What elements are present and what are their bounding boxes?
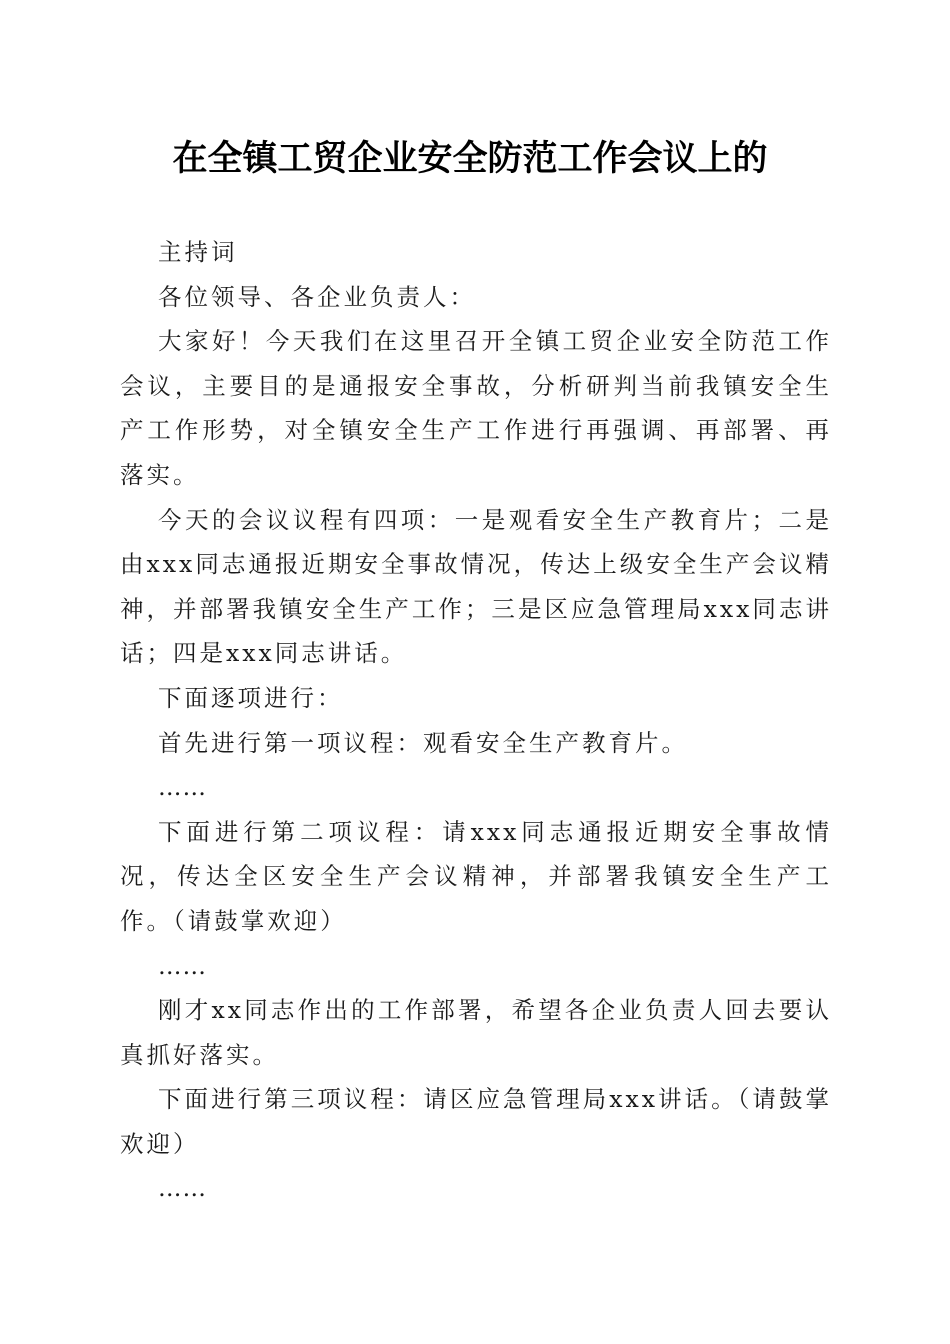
paragraph-salutation: 各位领导、各企业负责人：: [158, 282, 476, 311]
paragraph-summary: 刚才xx同志作出的工作部署，希望各企业负责人回去要认真抓好落实。: [120, 996, 832, 1069]
paragraph-proceed: 下面逐项进行：: [158, 683, 344, 712]
paragraph-heading: 主持词: [158, 238, 238, 266]
document-body: [120, 230, 832, 1211]
paragraph-ellipsis: ……: [158, 1174, 207, 1203]
paragraph-ellipsis: ……: [158, 773, 207, 802]
paragraph-item-two: 下面进行第二项议程：请xxx同志通报近期安全事故情况，传达全区安全生产会议精神，并部署我镇安全生产工作。（请鼓掌欢迎）: [120, 817, 832, 935]
document-title: 在全镇工贸企业安全防范工作会议上的: [172, 138, 768, 179]
paragraph-ellipsis: ……: [158, 951, 207, 980]
paragraph-opening: 大家好！今天我们在这里召开全镇工贸企业安全防范工作会议，主要目的是通报安全事故，分析研判当前我镇安全生产工作形势，对全镇安全生产工作进行再强调、再部署、再落实。: [120, 327, 832, 489]
paragraph-item-one: 首先进行第一项议程：观看安全生产教育片。: [158, 728, 688, 757]
paragraph-agenda: 今天的会议议程有四项：一是观看安全生产教育片；二是由xxx同志通报近期安全事故情况，传达上级安全生产会议精神，并部署我镇安全生产工作；三是区应急管理局xxx同志讲话；四是xxx同志讲话。: [120, 505, 832, 668]
paragraph-item-three: 下面进行第三项议程：请区应急管理局xxx讲话。（请鼓掌欢迎）: [120, 1085, 832, 1158]
